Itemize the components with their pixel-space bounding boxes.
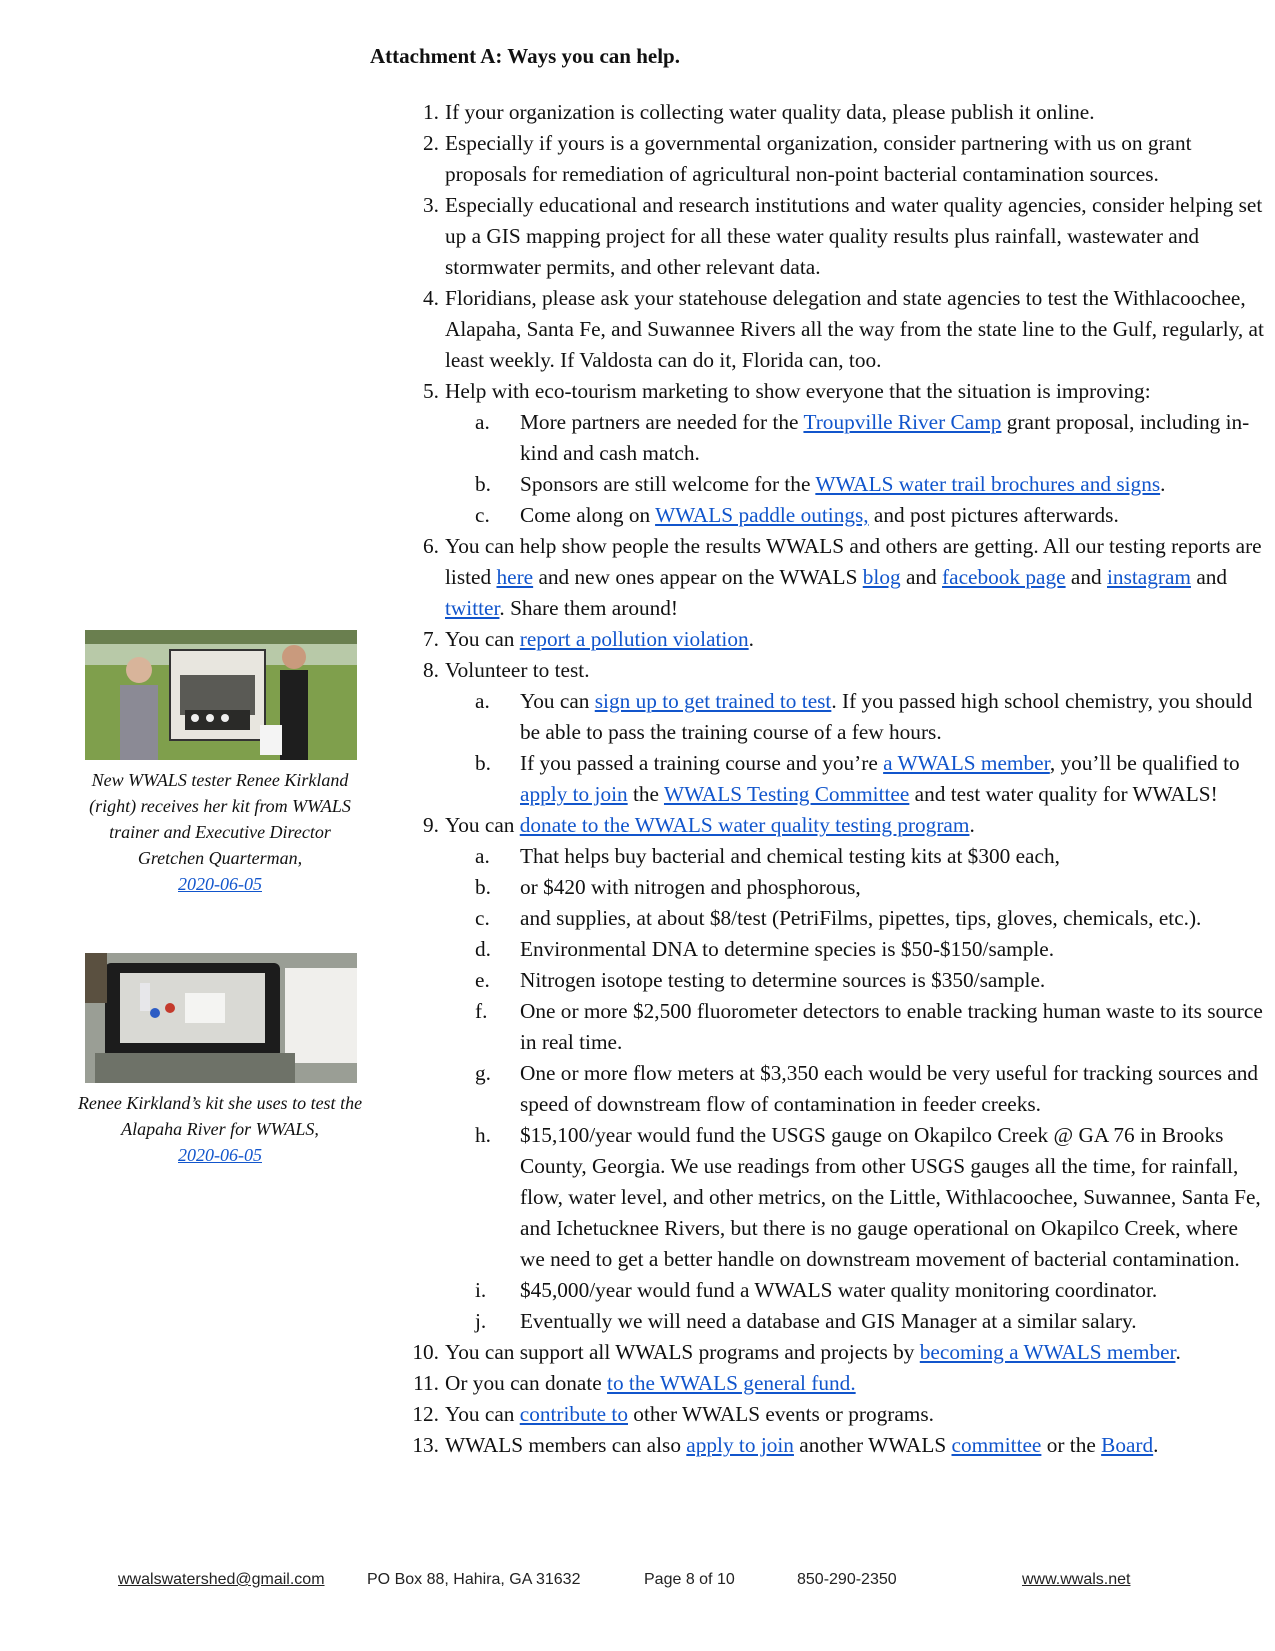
item-number: 11. xyxy=(413,1371,439,1395)
board-link[interactable]: Board xyxy=(1101,1433,1154,1457)
testing-committee-link[interactable]: WWALS Testing Committee xyxy=(663,782,910,806)
list-item xyxy=(405,1399,1265,1430)
item-letter: b. xyxy=(475,875,491,899)
item-letter: d. xyxy=(475,937,491,961)
item-letter: a. xyxy=(475,689,490,713)
item-text: If your organization is collecting water quality data, please publish it online. xyxy=(445,100,1095,124)
sub-list-item xyxy=(405,407,1265,469)
tester-photo xyxy=(85,630,357,760)
item-text: You can help show people the results WWALS and others are getting. All our testing reports are listed xyxy=(445,534,1262,589)
sub-list-item xyxy=(405,934,1265,965)
item-text: . xyxy=(1153,1433,1159,1457)
footer-page-number: Page 8 of 10 xyxy=(644,1571,735,1588)
item-text: the xyxy=(627,782,664,806)
item-text: One or more $2,500 fluorometer detectors to enable tracking human waste to its source in real time. xyxy=(520,999,1263,1054)
item-number: 9. xyxy=(423,813,439,837)
item-text: and xyxy=(900,565,943,589)
item-number: 2. xyxy=(423,131,439,155)
item-text: If you passed a training course and you’re xyxy=(520,751,884,775)
item-number: 5. xyxy=(423,379,439,403)
item-text: . If you passed high school chemistry, you should be able to pass the training course of a few hours. xyxy=(520,689,1253,744)
sub-list-item xyxy=(405,469,1265,500)
item-text: and xyxy=(1065,565,1108,589)
blog-link[interactable]: blog xyxy=(862,565,901,589)
item-text: More partners are needed for the xyxy=(520,410,804,434)
item-text: . xyxy=(1175,1340,1181,1364)
paddle-outings-link[interactable]: WWALS paddle outings, xyxy=(655,503,869,527)
item-text: $45,000/year would fund a WWALS water quality monitoring coordinator. xyxy=(520,1278,1158,1302)
list-item xyxy=(405,1430,1265,1461)
footer-phone: 850-290-2350 xyxy=(797,1571,897,1588)
item-letter: f. xyxy=(475,999,488,1023)
item-number: 6. xyxy=(423,534,439,558)
committee-link[interactable]: committee xyxy=(951,1433,1042,1457)
caption-text: Renee Kirkland’s kit she uses to test the Alapaha River for WWALS, xyxy=(77,1093,363,1139)
item-text: Environmental DNA to determine species is $50-$150/sample. xyxy=(520,937,1055,961)
list-item xyxy=(405,624,1265,655)
item-text: You can xyxy=(445,627,520,651)
list-item xyxy=(405,97,1265,128)
item-text: You can xyxy=(520,689,595,713)
report-pollution-link[interactable]: report a pollution violation xyxy=(519,627,749,651)
item-text: . xyxy=(748,627,754,651)
item-letter: e. xyxy=(475,968,490,992)
item-number: 12. xyxy=(412,1402,439,1426)
general-fund-link[interactable]: to the WWALS general fund. xyxy=(607,1371,856,1395)
tester-photo-caption xyxy=(75,767,365,897)
list-item xyxy=(405,810,1265,841)
caption-date-link[interactable]: 2020-06-05 xyxy=(178,1145,262,1165)
item-text: Especially educational and research institutions and water quality agencies, consider helping set up a GIS mapping project for all these water quality results plus rainfall, wastewater and stormwater permits, and other relevant data. xyxy=(445,193,1263,279)
item-text: and xyxy=(1191,565,1228,589)
list-item xyxy=(405,190,1265,283)
sub-list-item xyxy=(405,500,1265,531)
item-letter: a. xyxy=(475,844,490,868)
sub-list-item xyxy=(405,1058,1265,1120)
sub-list-item xyxy=(405,686,1265,748)
item-text: You can xyxy=(445,1402,520,1426)
contribute-link[interactable]: contribute to xyxy=(519,1402,628,1426)
wwals-member-link[interactable]: a WWALS member xyxy=(883,751,1050,775)
page-heading: Attachment A: Ways you can help. xyxy=(370,44,680,68)
troupville-river-camp-link[interactable]: Troupville River Camp xyxy=(803,410,1002,434)
item-number: 1. xyxy=(423,100,439,124)
sub-list-item xyxy=(405,748,1265,810)
footer-address: PO Box 88, Hahira, GA 31632 xyxy=(367,1571,581,1588)
caption-date-link[interactable]: 2020-06-05 xyxy=(178,874,262,894)
item-text: and post pictures afterwards. xyxy=(868,503,1119,527)
item-letter: c. xyxy=(475,503,490,527)
sub-list-item xyxy=(405,965,1265,996)
item-number: 13. xyxy=(412,1433,439,1457)
item-text: Sponsors are still welcome for the xyxy=(520,472,816,496)
kit-photo xyxy=(85,953,357,1083)
item-number: 8. xyxy=(423,658,439,682)
kit-photo-illustration xyxy=(85,953,357,1083)
item-text: Especially if yours is a governmental organization, consider partnering with us on grant proposals for remediation of agricultural non-point bacterial contamination sources. xyxy=(445,131,1192,186)
instagram-link[interactable]: instagram xyxy=(1107,565,1191,589)
list-item xyxy=(405,1368,1265,1399)
apply-to-join-link[interactable]: apply to join xyxy=(520,782,628,806)
becoming-member-link[interactable]: becoming a WWALS member xyxy=(919,1340,1176,1364)
item-number: 3. xyxy=(423,193,439,217)
facebook-page-link[interactable]: facebook page xyxy=(942,565,1066,589)
item-text: and test water quality for WWALS! xyxy=(909,782,1218,806)
tester-photo-illustration xyxy=(85,630,357,760)
item-text: Volunteer to test. xyxy=(445,658,590,682)
donate-testing-program-link[interactable]: donate to the WWALS water quality testing program xyxy=(519,813,970,837)
item-letter: h. xyxy=(475,1123,491,1147)
list-item xyxy=(405,128,1265,190)
help-list xyxy=(405,97,1265,1461)
item-text: . xyxy=(1160,472,1166,496)
item-text: another WWALS xyxy=(793,1433,952,1457)
item-number: 7. xyxy=(423,627,439,651)
item-letter: j. xyxy=(475,1309,487,1333)
list-item xyxy=(405,283,1265,376)
item-letter: a. xyxy=(475,410,490,434)
sub-list-item xyxy=(405,841,1265,872)
item-text: Nitrogen isotope testing to determine sources is $350/sample. xyxy=(520,968,1046,992)
item-text: Floridians, please ask your statehouse delegation and state agencies to test the Withlacoochee, Alapaha, Santa Fe, and Suwannee Rivers all the way from the state line to the Gulf, regularly, at least weekly. If Valdosta can do it, Florida can, too. xyxy=(445,286,1264,372)
list-item xyxy=(405,655,1265,686)
item-text: Or you can donate xyxy=(445,1371,608,1395)
sub-list-item xyxy=(405,903,1265,934)
item-number: 4. xyxy=(423,286,439,310)
sub-list-item xyxy=(405,996,1265,1058)
item-letter: b. xyxy=(475,472,491,496)
item-text: Help with eco-tourism marketing to show everyone that the situation is improving: xyxy=(445,379,1151,403)
caption-text: New WWALS tester Renee Kirkland (right) receives her kit from WWALS trainer and Executive Director Gretchen Quarterman, xyxy=(89,770,351,868)
item-letter: g. xyxy=(475,1061,491,1085)
sub-list-item xyxy=(405,1275,1265,1306)
item-text: One or more flow meters at $3,350 each would be very useful for tracking sources and speed of downstream flow of contamination in feeder creeks. xyxy=(520,1061,1259,1116)
item-text: Eventually we will need a database and GIS Manager at a similar salary. xyxy=(520,1309,1137,1333)
footer-email-link[interactable]: wwalswatershed@gmail.com xyxy=(118,1571,325,1588)
item-letter: b. xyxy=(475,751,491,775)
list-item xyxy=(405,531,1265,624)
training-signup-link[interactable]: sign up to get trained to test xyxy=(594,689,832,713)
item-text: Come along on xyxy=(520,503,656,527)
item-text: . xyxy=(969,813,975,837)
water-trail-brochures-link[interactable]: WWALS water trail brochures and signs xyxy=(815,472,1161,496)
item-text: or $420 with nitrogen and phosphorous, xyxy=(520,875,861,899)
sub-list-item xyxy=(405,1306,1265,1337)
testing-reports-link[interactable]: here xyxy=(496,565,534,589)
sub-list-item xyxy=(405,872,1265,903)
item-text: other WWALS events or programs. xyxy=(627,1402,934,1426)
footer-website-link[interactable]: www.wwals.net xyxy=(1022,1571,1131,1588)
item-text: and new ones appear on the WWALS xyxy=(533,565,863,589)
item-letter: c. xyxy=(475,906,490,930)
item-text: You can xyxy=(445,813,520,837)
item-text: WWALS members can also xyxy=(445,1433,687,1457)
item-text: . Share them around! xyxy=(499,596,679,620)
list-item xyxy=(405,376,1265,407)
item-number: 10. xyxy=(412,1340,439,1364)
apply-to-join-committee-link[interactable]: apply to join xyxy=(686,1433,794,1457)
kit-photo-caption xyxy=(75,1090,365,1168)
twitter-link[interactable]: twitter xyxy=(445,596,500,620)
item-letter: i. xyxy=(475,1278,487,1302)
item-text: $15,100/year would fund the USGS gauge on Okapilco Creek @ GA 76 in Brooks County, Georgia. We use readings from other USGS gauges all the time, for rainfall, flow, water level, and other metrics, on the Little, Withlacoochee, Suwannee, Santa Fe, and Ichetucknee Rivers, but there is no gauge operational on Okapilco Creek, where we need to get a better handle on downstream movement of bacterial contamination. xyxy=(520,1123,1261,1271)
item-text: , you’ll be qualified to xyxy=(1049,751,1240,775)
item-text: You can support all WWALS programs and projects by xyxy=(445,1340,920,1364)
item-text: grant proposal, including in-kind and cash match. xyxy=(520,410,1250,465)
sub-list-item xyxy=(405,1120,1265,1275)
list-item xyxy=(405,1337,1265,1368)
item-text: and supplies, at about $8/test (PetriFilms, pipettes, tips, gloves, chemicals, etc.). xyxy=(520,906,1202,930)
item-text: or the xyxy=(1041,1433,1102,1457)
item-text: That helps buy bacterial and chemical testing kits at $300 each, xyxy=(520,844,1060,868)
